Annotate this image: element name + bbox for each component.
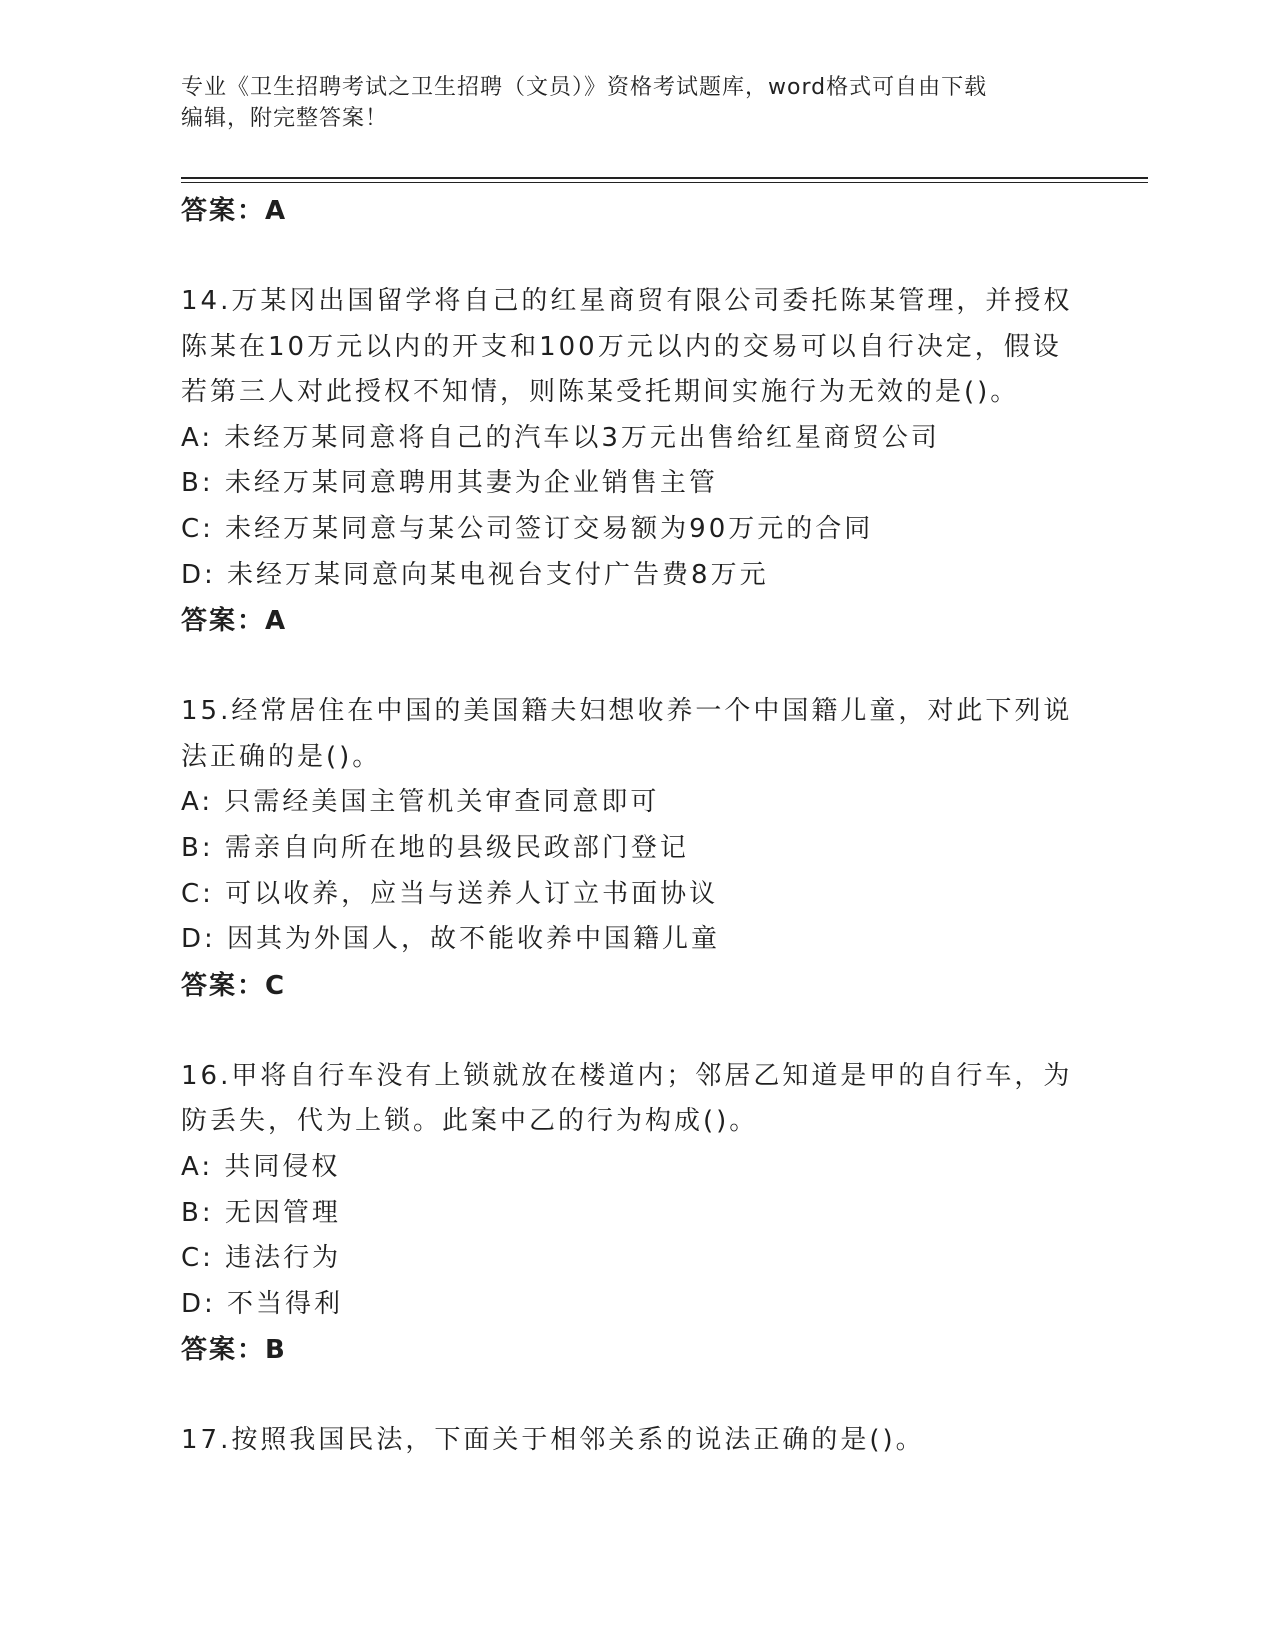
question-block-14 <box>181 279 1081 644</box>
option-c: C: 未经万某同意与某公司签订交易额为90万元的合同 <box>181 513 874 544</box>
question-stem: 16.甲将自行车没有上锁就放在楼道内；邻居乙知道是甲的自行车，为防丢失，代为上锁。此案中乙的行为构成()。 <box>181 1060 1073 1137</box>
answer-line: 答案：A <box>181 196 288 226</box>
option-b: B: 未经万某同意聘用其妻为企业销售主管 <box>181 468 718 499</box>
option-c: C: 可以收养，应当与送养人订立书面协议 <box>181 878 719 909</box>
header-rule-thin <box>181 182 1148 183</box>
question-block-16 <box>181 1054 1081 1374</box>
spacer <box>181 234 1081 279</box>
question-content <box>181 188 1081 1464</box>
option-a: A: 共同侵权 <box>181 1151 341 1182</box>
question-stem: 17.按照我国民法，下面关于相邻关系的说法正确的是()。 <box>181 1425 925 1456</box>
answer-line: 答案：A <box>181 606 288 637</box>
option-d: D: 未经万某同意向某电视台支付广告费8万元 <box>181 559 769 590</box>
question-stem: 14.万某冈出国留学将自己的红星商贸有限公司委托陈某管理，并授权陈某在10万元以内的开支和100万元以内的交易可以自行决定，假设若第三人对此授权不知情，则陈某受托期间实施行为无效的是()。 <box>181 286 1073 408</box>
question-block-15 <box>181 689 1081 1009</box>
spacer <box>181 1009 1081 1054</box>
option-c: C: 违法行为 <box>181 1243 342 1274</box>
option-d: D: 不当得利 <box>181 1288 344 1319</box>
option-a: A: 只需经美国主管机关审查同意即可 <box>181 787 660 818</box>
option-b: B: 需亲自向所在地的县级民政部门登记 <box>181 832 689 863</box>
header-rule-thick <box>181 177 1148 179</box>
answer-line: 答案：B <box>181 1335 287 1366</box>
option-a: A: 未经万某同意将自己的汽车以3万元出售给红星商贸公司 <box>181 422 940 453</box>
header-line-1: 专业《卫生招聘考试之卫生招聘（文员）》资格考试题库，word格式可自由下载 <box>181 75 988 100</box>
spacer <box>181 1373 1081 1418</box>
answer-line: 答案：C <box>181 970 287 1001</box>
spacer <box>181 644 1081 689</box>
question-stem: 15.经常居住在中国的美国籍夫妇想收养一个中国籍儿童，对此下列说法正确的是()。 <box>181 696 1073 772</box>
option-b: B: 无因管理 <box>181 1197 341 1228</box>
page-header <box>181 72 1051 134</box>
header-line-2: 编辑，附完整答案！ <box>181 106 389 131</box>
question-block-17 <box>181 1418 1081 1464</box>
option-d: D: 因其为外国人，故不能收养中国籍儿童 <box>181 924 721 955</box>
